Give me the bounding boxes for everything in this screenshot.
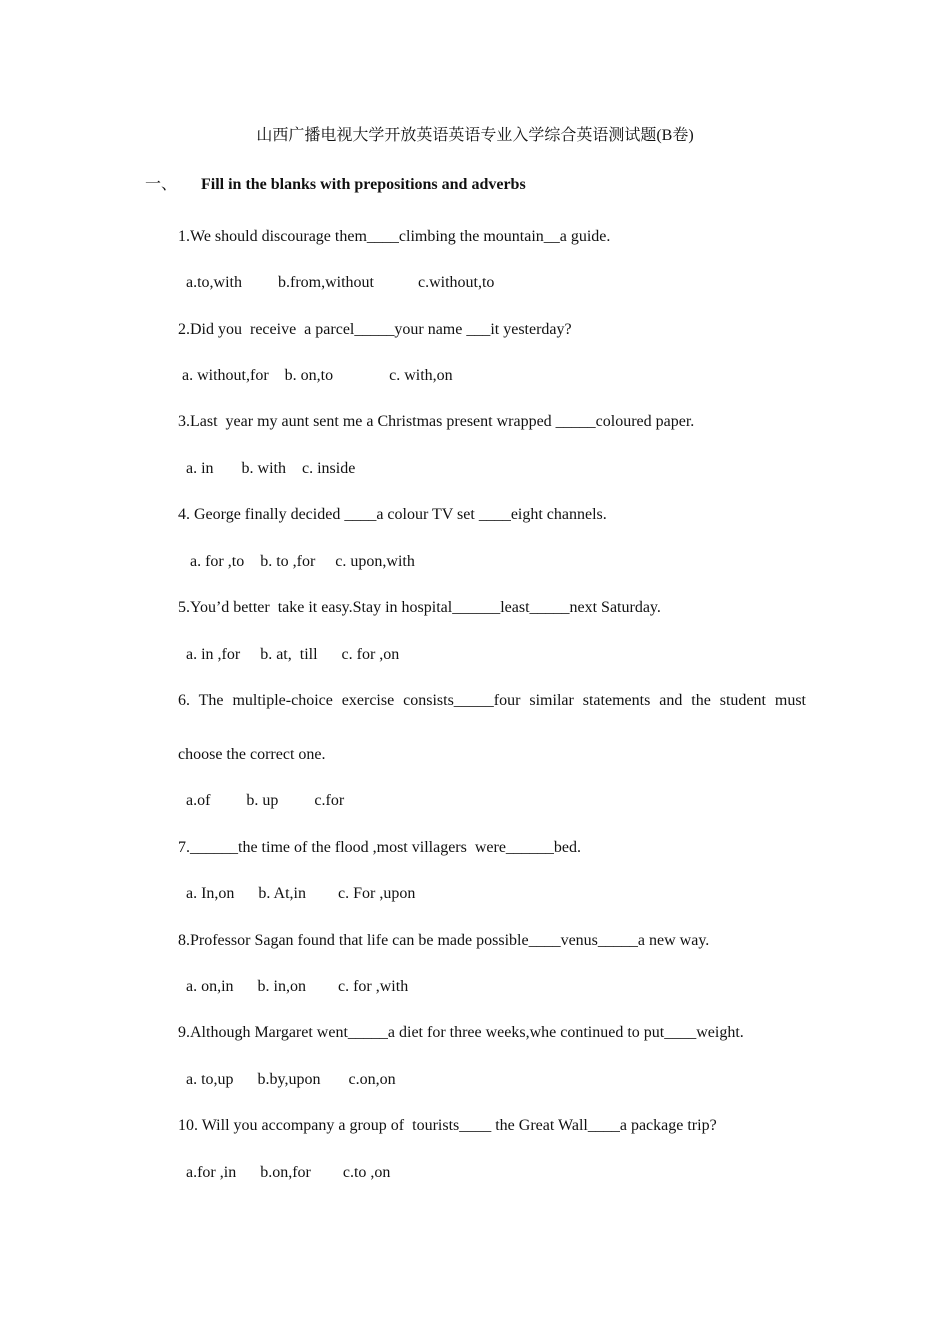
question-6: 6. The multiple-choice exercise consists_____four similar statements and the student must: [178, 692, 806, 709]
question-1: 1.We should discourage them____climbing the mountain__a guide.: [178, 228, 611, 245]
question-4-options: a. for ,to b. to ,for c. upon,with: [190, 553, 415, 570]
question-10: 10. Will you accompany a group of tourists____ the Great Wall____a package trip?: [178, 1117, 717, 1134]
section-heading-text: Fill in the blanks with prepositions and adverbs: [201, 176, 526, 193]
question-9: 9.Although Margaret went_____a diet for three weeks,whe continued to put____weight.: [178, 1024, 744, 1041]
question-8: 8.Professor Sagan found that life can be made possible____venus_____a new way.: [178, 932, 710, 949]
question-10-options: a.for ,in b.on,for c.to ,on: [186, 1164, 391, 1181]
question-9-options: a. to,up b.by,upon c.on,on: [186, 1071, 396, 1088]
question-3: 3.Last year my aunt sent me a Christmas present wrapped _____coloured paper.: [178, 413, 695, 430]
question-6-continued: choose the correct one.: [178, 746, 326, 763]
question-5: 5.You’d better take it easy.Stay in hospital______least_____next Saturday.: [178, 599, 661, 616]
question-4: 4. George finally decided ____a colour TV set ____eight channels.: [178, 506, 607, 523]
question-3-options: a. in b. with c. inside: [186, 460, 356, 477]
question-7: 7.______the time of the flood ,most villagers were______bed.: [178, 839, 582, 856]
question-7-options: a. In,on b. At,in c. For ,upon: [186, 885, 416, 902]
question-6-options: a.of b. up c.for: [186, 792, 345, 809]
section-heading: [145, 175, 526, 195]
question-1-options: a.to,with b.from,without c.without,to: [186, 274, 495, 291]
question-5-options: a. in ,for b. at, till c. for ,on: [186, 646, 400, 663]
question-8-options: a. on,in b. in,on c. for ,with: [186, 978, 409, 995]
question-2: 2.Did you receive a parcel_____your name ___it yesterday?: [178, 321, 572, 338]
page-title: 山西广播电视大学开放英语英语专业入学综合英语测试题(B卷): [256, 127, 694, 144]
question-2-options: a. without,for b. on,to c. with,on: [182, 367, 453, 384]
section-number: 一、: [145, 176, 178, 193]
